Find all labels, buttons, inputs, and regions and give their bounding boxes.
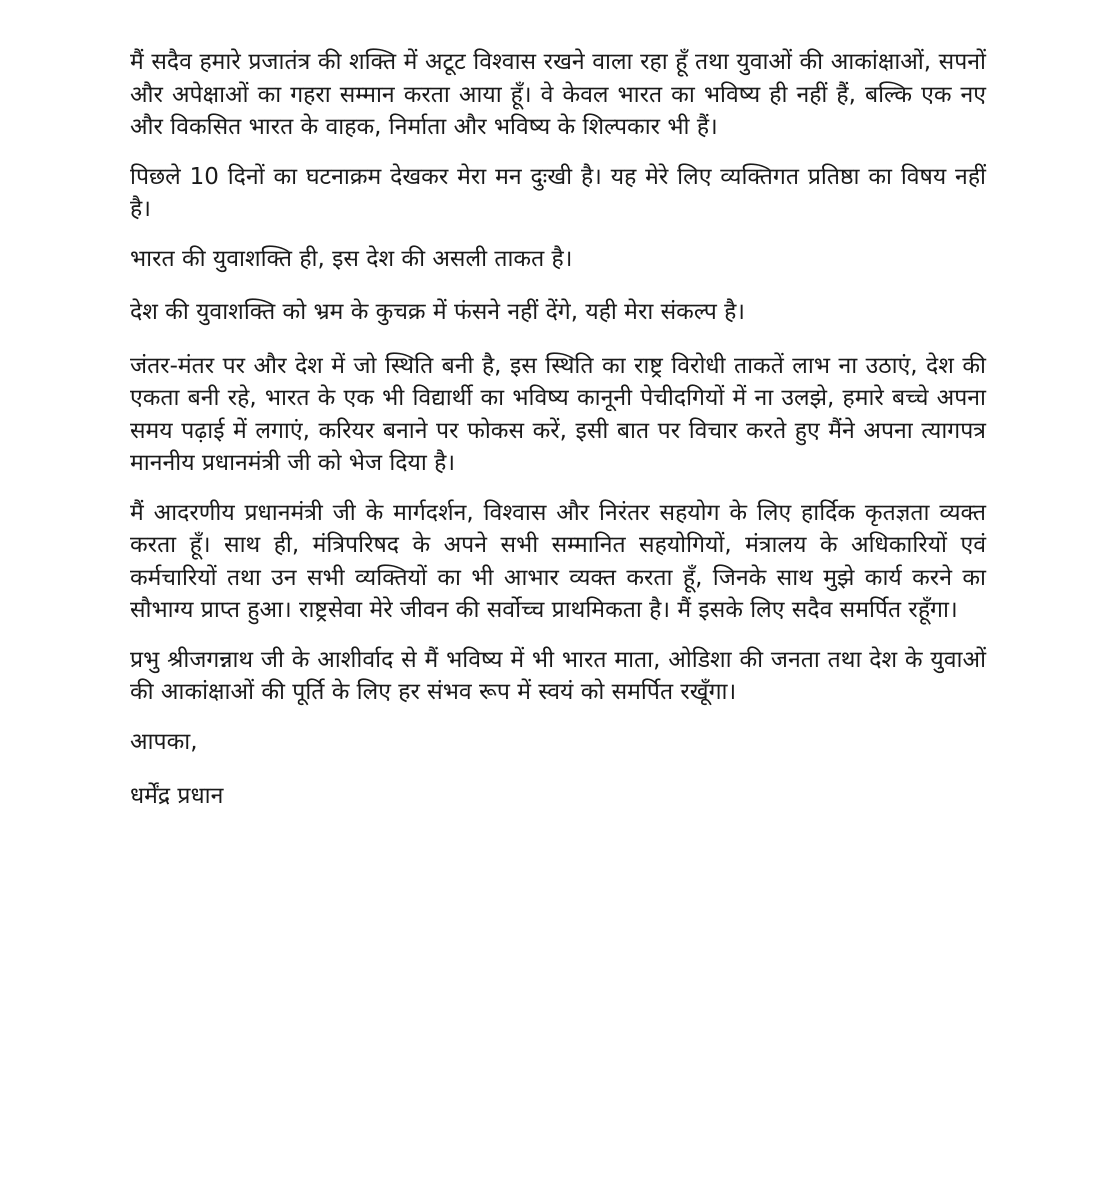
paragraph-resolve: देश की युवाशक्ति को भ्रम के कुचक्र में फंसने नहीं देंगे, यही मेरा संकल्प है। [130, 299, 745, 325]
paragraph-dedication: प्रभु श्रीजगन्नाथ जी के आशीर्वाद से मैं भविष्य में भी भारत माता, ओडिशा की जनता तथा देश के युवाओं की आकांक्षाओं की पूर्ति के लिए हर संभव रूप में स्वयं को समर्पित रखूँगा। [130, 646, 986, 705]
paragraph-last-ten-days: पिछले 10 दिनों का घटनाक्रम देखकर मेरा मन दुःखी है। यह मेरे लिए व्यक्तिगत प्रतिष्ठा का विषय नहीं है। [130, 163, 986, 222]
letter-signature: धर्मेंद्र प्रधान [130, 783, 224, 809]
paragraph-gratitude: मैं आदरणीय प्रधानमंत्री जी के मार्गदर्शन, विश्वास और निरंतर सहयोग के लिए हार्दिक कृतज्ञता व्यक्त करता हूँ। साथ ही, मंत्रिपरिषद के अपने सभी सम्मानित सहयोगियों, मंत्रालय के अधिकारियों एवं कर्मचारियों तथा उन सभी व्यक्तियों का भी आभार व्यक्त करता हूँ, जिनके साथ मुझे कार्य करने का सौभाग्य प्राप्त हुआ। राष्ट्रसेवा मेरे जीवन की सर्वोच्च प्राथमिकता है। मैं इसके लिए सदैव समर्पित रहूँगा। [130, 499, 986, 623]
letter-body [130, 46, 986, 813]
paragraph-democracy-youth: मैं सदैव हमारे प्रजातंत्र की शक्ति में अटूट विश्वास रखने वाला रहा हूँ तथा युवाओं की आकांक्षाओं, सपनों और अपेक्षाओं का गहरा सम्मान करता आया हूँ। वे केवल भारत का भविष्य ही नहीं हैं, बल्कि एक नए और विकसित भारत के वाहक, निर्माता और भविष्य के शिल्पकार भी हैं। [130, 49, 986, 140]
letter-closing: आपका, [130, 728, 198, 755]
paragraph-youth-strength: भारत की युवाशक्ति ही, इस देश की असली ताकत है। [130, 245, 573, 272]
paragraph-resignation: जंतर-मंतर पर और देश में जो स्थिति बनी है, इस स्थिति का राष्ट्र विरोधी ताकतें लाभ ना उठाएं, देश की एकता बनी रहे, भारत के एक भी विद्यार्थी का भविष्य कानूनी पेचीदगियों में ना उलझे, हमारे बच्चे अपना समय पढ़ाई में लगाएं, करियर बनाने पर फोकस करें, इसी बात पर विचार करते हुए मैंने अपना त्यागपत्र माननीय प्रधानमंत्री जी को भेज दिया है। [130, 352, 986, 476]
